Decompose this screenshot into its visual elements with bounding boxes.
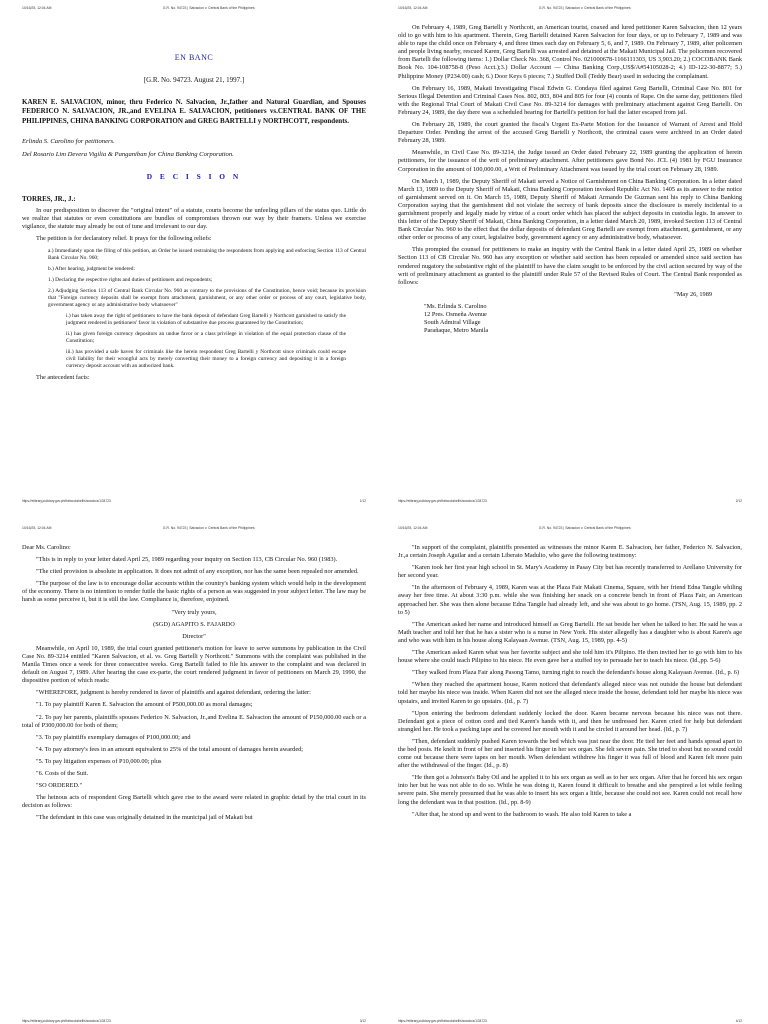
relief-subitem: ii.) has given foreign currency depositors an undue favor or a class privilege in violation of the equal protection clause of the Constitution; — [66, 330, 346, 344]
page-number: 2/12 — [735, 499, 742, 503]
paragraph: Meanwhile, on April 10, 1989, the trial court granted petitioner's motion for leave to serve summons by publication in the Civil Case No. 89-3214 entitled "Karen Salvacion, et al. vs. Greg Bartelli y Northcott." Summons with the complaint was published in the Manila Times once a week for three consecutive weeks. Greg Bartelli failed to file his answer to the complaint and was declared in default on August 7, 1989. After hearing the case ex-parte, the court rendered judgment in favor of petitioners on March 29, 1990, the dispositive portion of which reads: — [22, 644, 366, 685]
testimony-paragraph: "Upon entering the bedroom defendant suddenly locked the door. Karen became nervous because his niece was not there. Defendant got a piece of cotton cord and tied Karen's hands with it, and then he undressed her. Karen cried for help but defendant strangled her. He took a packing tape and he covered her mouth with it and he circled it around her head. (Id., p. 7) — [398, 709, 742, 733]
relief-subitem: i.) has taken away the right of petitioners to have the bank deposit of defendant Greg Bartelli y Northcott garnished to satisfy the judgment rendered in petitioners' favor in violation of substantive due process guaranteed by the Constitution; — [66, 312, 346, 326]
header-timestamp: 10/16/25, 12:04 AM — [398, 6, 428, 10]
page-4 — [398, 526, 742, 1024]
order-item: "6. Costs of the Suit. — [36, 769, 89, 777]
page-header — [22, 526, 366, 531]
paragraph: On February 4, 1989, Greg Bartelli y Northcott, an American tourist, coaxed and lured petitioner Karen Salvacion, then 12 years old to go with him to his apartment. Therein, Greg Bartelli detained Karen Salvacion for four days, or up to February 7, 1989 and was able to rape the child once on February 4, and three times each day on February 5, 6, and 7, 1989. On February 7, 1989, after policemen and people living nearby, rescued Karen, Greg Bartelli was arrested and detained at the Makati Municipal Jail. The policemen recovered from Bartelli the following items: 1.) Dollar Check No. 368, Control No. 021000678-1166111303, US 3,903.20; 2.) COCOBANK Bank Book No. 104-108758-8 (Peso Acct.);3.) Dollar Account — China Banking Corp.,US$/A#54105028-2; 4.) ID-122-30-8877; 5.) Philippine Money (P234.00) cash; 6.) Door Keys 6 pieces; 7.) Stuffed Doll (Teddy Bear) used in seducing the complainant. — [398, 24, 742, 80]
paragraph: On February 16, 1989, Makati Investigating Fiscal Edwin G. Condaya filed against Greg Bartelli, Criminal Case No. 801 for Serious Illegal Detention and Criminal Cases Nos. 802, 803, 804 and 805 for four (4) counts of Rape. On the same day, petitioners filed with the Regional Trial Court of Makati Civil Case No. 89-3214 for damages with preliminary attachment against Greg Bartelli. On February 24, 1989, the day there was a scheduled hearing for Bartelli's petition for bail the latter escaped from jail. — [398, 84, 742, 116]
header-timestamp: 10/16/25, 12:04 AM — [22, 526, 52, 530]
letter-paragraph: "This is in reply to your letter dated April 25, 1989 regarding your inquiry on Section 113, CB Circular No. 960 (1983). — [36, 556, 338, 564]
order-item: "3. To pay plaintiffs exemplary damages of P100,000.00; and — [36, 733, 191, 741]
testimony-paragraph: "He then got a Johnson's Baby Oil and he applied it to his sex organ as well as to her sex organ. After that he forced his sex organ into her but he was not able to do so. While he was doing it, Karen found it difficult to breathe and she perspired a lot while feeling severe pain. She merely presumed that he was able to insert his sex organ a little, because she could not see. Karen could not recall how long the defendant was in that position. (Id., pp. 8-9) — [398, 774, 742, 806]
case-parties: KAREN E. SALVACION, minor, thru Federico N. Salvacion, Jr.,father and Natural Guardian, and Spouses FEDERICO N. SALVACION, JR.,and EVELINA E. SALVACION, petitioners vs.CENTRAL BANK OF THE PHILIPPINES, CHINA BANKING CORPORATION and GREG BARTELLI y NORTHCOTT, respondents. — [22, 98, 366, 125]
letter-address: South Admiral Village — [424, 319, 481, 327]
page-footer — [398, 1019, 742, 1024]
testimony-paragraph: "In the afternoon of February 4, 1989, Karen was at the Plaza Fair Makati Cinema, Square, with her friend Edna Tangile whiling away her free time. At about 3:30 p.m. while she was finishing her snack on a concrete bench in front of Plaza Fair, an American approached her. She was then alone because Edna Tangile had already left, and she was about to go home. (TSN, Aug. 15, 1989, pp. 2 to 5) — [398, 584, 742, 616]
paragraph: On February 28, 1989, the court granted the fiscal's Urgent Ex-Parte Motion for the Issuance of Warrant of Arrest and Hold Departure Order. Pending the arrest of the accused Greg Bartelli y Northcott, the criminal cases were archived in an Order dated February 28, 1989. — [398, 121, 742, 145]
letter-closing: "Very truly yours, — [171, 608, 217, 616]
testimony-paragraph: "After that, he stood up and went to the bathroom to wash. He also told Karen to take a — [412, 810, 632, 818]
letter-address: Parañaque, Metro Manila — [424, 327, 489, 335]
header-title: G.R. No. 94723 | Salvacion v. Central Bank of the Philippines — [162, 526, 255, 530]
testimony-paragraph: "Then, defendant suddenly pushed Karen towards the bed which was just near the door. He tied her feet and hands spread apart to the bed posts. He knelt in front of her and inserted his finger in her sex organ. She felt severe pain. She tried to shout but no sound could come out because there were tapes on her mouth. When defendant withdrew his finger it was full of blood and Karen felt more pain after the withdrawal of the finger. (Id., p. 8) — [398, 737, 742, 770]
page-number: 3/12 — [359, 1019, 366, 1023]
footer-url[interactable]: https://elibrary.judiciary.gov.ph/thebookshelf/showdocs/1/34723 — [398, 499, 487, 503]
order-item: "5. To pay litigation expenses of P10,000.00; plus — [36, 757, 162, 765]
testimony-paragraph: "Karen took her first year high school in St. Mary's Academy in Pasay City but has recently transferred to Arellano University for her second year. — [398, 564, 742, 580]
page-3 — [22, 526, 366, 1024]
relief-item: 1.) Declaring the respective rights and duties of petitioners and respondents; — [48, 276, 213, 283]
footer-url[interactable]: https://elibrary.judiciary.gov.ph/thebookshelf/showdocs/1/34723 — [22, 1019, 111, 1023]
page-number: 4/12 — [735, 1019, 742, 1023]
header-timestamp: 10/16/25, 12:04 AM — [398, 526, 428, 530]
paragraph: The petition is for declaratory relief. It prays for the following reliefs: — [36, 235, 212, 243]
order-item: "1. To pay plaintiff Karen E. Salvacion the amount of P500,000.00 as moral damages; — [36, 701, 253, 709]
relief-item: a.) Immediately upon the filing of this petition, an Order be issued restraining the respondents from applying and enforcing Section 113 of Central Bank Circular No. 960; — [48, 247, 366, 261]
letter-address: 12 Pres. Osmeña Avenue — [424, 311, 487, 318]
page-number: 1/12 — [359, 499, 366, 503]
page-header — [398, 526, 742, 531]
relief-subitem: iii.) has provided a safe haven for criminals like the herein respondent Greg Bartelli y Northcott since criminals could escape civil liability for their wrongful acts by merely converting their money to a foreign currency and depositing it in a foreign currency deposit account with an authorized bank. — [66, 348, 346, 369]
order-item: "4. To pay attorney's fees in an amount equivalent to 25% of the total amount of damages herein awarded; — [36, 745, 304, 753]
letter-signature: (SGD) AGAPITO S. FAJARDO — [153, 620, 235, 628]
case-number: [G.R. No. 94723. August 21, 1997.] — [143, 76, 245, 85]
paragraph: The heinous acts of respondent Greg Bartelli which gave rise to the award were related in graphic detail by the trial court in its decision as follows: — [22, 794, 366, 810]
letter-date: "May 26, 1989 — [674, 290, 712, 298]
footer-url[interactable]: https://elibrary.judiciary.gov.ph/thebookshelf/showdocs/1/34723 — [22, 499, 111, 503]
letter-salutation: Dear Ms. Carolino: — [22, 544, 71, 551]
paragraph: On March 1, 1989, the Deputy Sheriff of Makati served a Notice of Garnishment on China Banking Corporation. In a letter dated March 13, 1989 to the Deputy Sheriff of Makati, China Banking Corporation invoked Republic Act No. 1405 as its answer to the notice of garnishment served on it. On March 15, 1989, Deputy Sheriff of Makati Armando De Guzman sent his reply to China Banking Corporation saying that the garnishment did not violate the secrecy of bank deposits since the disclosure is merely incidental to a garnishment properly and legally made by virtue of a court order which has placed the subject deposits in custodia legis. In answer to this letter of the Deputy Sheriff of Makati, China Banking Corporation, in a letter dated March 20, 1989, invoked Section 113 of Central Bank Circular No. 960 to the effect that the dollar deposits of defendant Greg Bartelli are exempt from attachment, garnishment, or any other order or process of any court, legislative body, government agency or any administrative body, whatsoever. — [398, 177, 742, 242]
paragraph: This prompted the counsel for petitioners to make an inquiry with the Central Bank in a letter dated April 25, 1989 on whether Section 113 of CB Circular No. 960 has any exception or whether said section has been repealed or amended since said section has rendered nugatory the substantive right of the plaintiff to have the claim sought to be enforced by the civil action secured by way of the writ of preliminary attachment as granted to the plaintiff under Rule 57 of the Revised Rules of Court. The Central Bank responded as follows: — [398, 246, 742, 286]
testimony-paragraph: "They walked from Plaza Fair along Pasong Tamo, turning right to reach the defendant's house along Kalayaan Avenue. (Id., p. 6) — [412, 669, 740, 677]
testimony-paragraph: "The American asked Karen what was her favorite subject and she told him it's Pilipino. He then invited her to go with him to his house where she could teach Pilipino to his niece. He even gave her a stuffed toy to persuade her to teach his niece. (Id.,pp. 5-6) — [398, 649, 742, 665]
letter-paragraph: "The purpose of the law is to encourage dollar accounts within the country's banking system which would help in the development of the economy. There is no intention to render futile the basic rights of a person as was suggested in your subject letter. The law may be harsh as some perceive it, but it is still the law. Compliance is, therefore, enjoined. — [22, 580, 366, 604]
header-title: G.R. No. 94723 | Salvacion v. Central Bank of the Philippines — [162, 6, 255, 10]
page-footer — [22, 1019, 366, 1024]
letter-signatory-title: Director" — [182, 632, 206, 640]
relief-item: b.) After hearing, judgment be rendered: — [48, 265, 135, 272]
paragraph: Meanwhile, in Civil Case No. 89-3214, the Judge issued an Order dated February 22, 1989 granting the application of herein petitioners, for the issuance of the writ of preliminary attachment. After petitioners gave Bond No. JCL (4) 1981 by FGU Insurance Corporation in the amount of 100,000.00, a Writ of Preliminary Attachment was issued by the trial court on February 28, 1989. — [398, 149, 742, 173]
page-footer — [398, 499, 742, 504]
ponente: TORRES, JR., J.: — [22, 195, 76, 204]
paragraph: The antecedent facts: — [36, 373, 90, 381]
page-2 — [398, 6, 742, 504]
letter-paragraph: "The cited provision is absolute in application. It does not admit of any exception, nor has the same been repealed nor amended. — [36, 568, 359, 576]
page-header — [22, 6, 366, 11]
page-header — [398, 6, 742, 11]
testimony-paragraph: "The American asked her name and introduced himself as Greg Bartelli. He sat beside her when he talked to her. He said he was a Math teacher and told her that he has a sister who is a nurse in New York. His sister allegedly has a daughter who is about Karen's age and who was with him in his house along Kalayaan Avenue. (TSN, Aug. 15, 1989, pp. 4-5) — [398, 620, 742, 644]
testimony-paragraph: "When they reached the apartment house, Karen noticed that defendant's alleged niece was not outside the house but defendant told her maybe his niece was inside. When Karen did not see the alleged niece inside the house, defendant told her maybe his niece was upstairs, and invited Karen to go upstairs. (Id., p. 7) — [398, 681, 742, 705]
header-timestamp: 10/16/25, 12:04 AM — [22, 6, 52, 10]
paragraph: In our predisposition to discover the "original intent" of a statute, courts become the unfeeling pillars of the status quo. Little do we realize that statutes or even constitutions are bundles of compromises thrown our way by their framers. Unless we exercise vigilance, the statute may already be out of tune and irrelevant to our day. — [22, 207, 366, 231]
decision-heading: D E C I S I O N — [146, 171, 242, 181]
counsel-respondent: Del Rosario Lim Devera Vigilia & Panganiban for China Banking Corporation. — [22, 150, 234, 158]
order-item: "2. To pay her parents, plaintiffs spouses Federico N. Salvacion, Jr.,and Evelina E. Salvacion the amount of P150,000.00 each or a total of P300,000.00 for both of them; — [22, 713, 366, 729]
header-title: G.R. No. 94723 | Salvacion v. Central Bank of the Philippines — [538, 526, 631, 530]
so-ordered: "SO ORDERED." — [36, 782, 83, 790]
relief-item: 2.) Adjudging Section 113 of Central Bank Circular No. 960 as contrary to the provisions of the Constitution, hence void; because its provision that "Foreign currency deposits shall be exempt from attachment, garnishment, or any other order or process of any court, legislative body, government agency or any administrative body whatsoever" — [48, 287, 366, 308]
paragraph: "The defendant in this case was originally detained in the municipal jail of Makati but — [36, 814, 253, 822]
page-1 — [22, 6, 366, 504]
footer-url[interactable]: https://elibrary.judiciary.gov.ph/thebookshelf/showdocs/1/34723 — [398, 1019, 487, 1023]
en-banc-heading: EN BANC — [174, 53, 214, 62]
letter-address: "Ms. Erlinda S. Carolino — [424, 302, 487, 310]
header-title: G.R. No. 94723 | Salvacion v. Central Bank of the Philippines — [538, 6, 631, 10]
dispositive-portion: "WHEREFORE, judgment is hereby rendered in favor of plaintiffs and against defendant, ordering the latter: — [36, 689, 311, 697]
page-footer — [22, 499, 366, 504]
testimony-paragraph: "In support of the complaint, plaintiffs presented as witnesses the minor Karen E. Salvacion, her father, Federico N. Salvacion, Jr.,a certain Joseph Aguilar and a certain Liberato Madulio, who gave the following testimony: — [398, 544, 742, 560]
counsel-petitioners: Erlinda S. Carolino for petitioners. — [22, 137, 115, 145]
